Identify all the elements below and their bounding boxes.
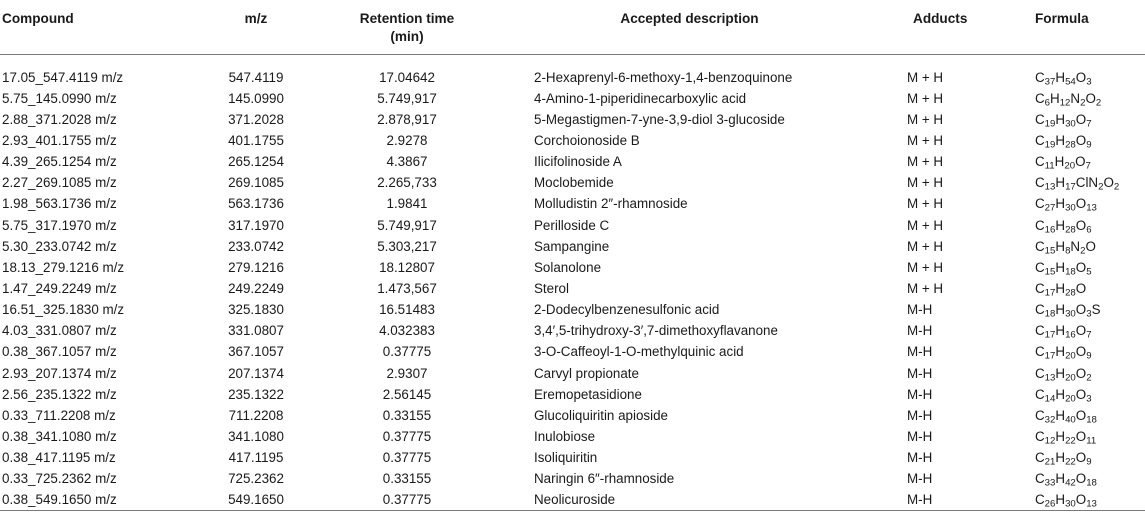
cell-mz: 145.0990 <box>228 90 284 106</box>
cell-formula: $C_{17}H_{16}O_7$ <box>1035 323 1092 341</box>
cell-retention-time: 18.12807 <box>379 259 435 275</box>
cell-description: 2-Dodecylbenzenesulfonic acid <box>534 302 720 318</box>
cell-formula: $C_{14}H_{20}O_3$ <box>1035 386 1092 405</box>
header-retention-line2: (min) <box>390 29 424 44</box>
cell-retention-time: 2.9278 <box>386 132 428 148</box>
cell-compound: 2.88_371.2028 m/z <box>2 111 117 127</box>
cell-mz: 563.1736 <box>228 196 284 212</box>
cell-mz: 279.1216 <box>228 259 284 275</box>
cell-mz: 265.1254 <box>228 154 284 170</box>
cell-compound: 2.93_401.1755 m/z <box>2 132 117 148</box>
cell-adduct: M + H <box>907 217 944 233</box>
cell-formula: $C_{19}H_{28}O_9$ <box>1035 132 1092 151</box>
table-row <box>0 426 1145 447</box>
cell-compound: 0.38_549.1650 m/z <box>0 490 200 511</box>
cell-formula: $C_{26}H_{30}O_{13}$ <box>1005 490 1145 511</box>
cell-formula: $C_{13}H_{20}O_2$ <box>1035 365 1092 384</box>
cell-description: Corchoionoside B <box>534 132 640 148</box>
cell-adduct: M-H <box>907 365 933 381</box>
cell-formula: $C_{16}H_{28}O_6$ <box>1035 217 1092 236</box>
table-row <box>0 448 1145 469</box>
cell-description: Ilicifolinoside A <box>534 154 622 170</box>
cell-adduct: M + H <box>907 111 944 127</box>
cell-description: 4-Amino-1-piperidinecarboxylic acid <box>534 90 747 106</box>
cell-formula: $C_{15}H_{18}O_5$ <box>1035 259 1092 278</box>
cell-formula: $C_{17}H_{20}O_9$ <box>1035 344 1092 363</box>
cell-retention-time: 2.56145 <box>382 386 432 402</box>
cell-retention-time: 16.51483 <box>379 302 435 318</box>
cell-adduct: M-H <box>907 450 933 466</box>
table-row <box>0 384 1145 405</box>
cell-compound: 0.33_711.2208 m/z <box>2 407 116 423</box>
cell-mz: 401.1755 <box>228 132 284 148</box>
cell-mz: 325.1830 <box>228 302 284 318</box>
cell-formula: $C_{37}H_{54}O_3$ <box>1035 69 1092 88</box>
cell-compound: 0.38_341.1080 m/z <box>2 428 117 444</box>
cell-formula: $C_{17}H_{28}O$ <box>1035 280 1087 299</box>
cell-description: Perilloside C <box>534 217 610 233</box>
cell-compound: 1.47_249.2249 m/z <box>2 280 117 296</box>
cell-description: Naringin 6″-rhamnoside <box>534 471 675 487</box>
cell-description: Eremopetasidione <box>534 386 642 402</box>
cell-compound: 0.38_367.1057 m/z <box>2 344 117 360</box>
cell-retention-time: 1.9841 <box>386 196 428 212</box>
cell-retention-time: 0.37775 <box>382 428 432 444</box>
cell-compound: 5.75_145.0990 m/z <box>2 90 117 106</box>
cell-formula: $C_{27}H_{30}O_{13}$ <box>1035 196 1097 215</box>
table-row <box>0 194 1145 215</box>
cell-description: Sterol <box>534 280 569 296</box>
cell-retention-time: 4.3867 <box>386 154 428 170</box>
cell-retention-time: 5.749,917 <box>377 217 437 233</box>
cell-adduct: M-H <box>907 302 933 318</box>
cell-description: Carvyl propionate <box>534 365 639 381</box>
table-row <box>0 109 1145 130</box>
cell-description: Inulobiose <box>534 428 596 444</box>
cell-mz: 367.1057 <box>228 344 284 360</box>
cell-formula: $C_{33}H_{42}O_{18}$ <box>1035 471 1097 489</box>
cell-adduct: M + H <box>907 69 944 85</box>
cell-description: 3-O-Caffeoyl-1-O-methylquinic acid <box>534 344 744 360</box>
cell-description: Molludistin 2″-rhamnoside <box>534 196 688 212</box>
cell-mz: 233.0742 <box>228 238 284 254</box>
cell-adduct: M-H <box>907 407 933 423</box>
cell-mz: 207.1374 <box>228 365 284 381</box>
cell-mz: 711.2208 <box>228 407 284 423</box>
cell-adduct: M-H <box>877 490 1005 511</box>
cell-adduct: M + H <box>907 132 944 148</box>
cell-mz: 341.1080 <box>228 428 284 444</box>
cell-retention-time: 4.032383 <box>379 323 435 339</box>
cell-retention-time: 0.33155 <box>382 471 432 487</box>
cell-adduct: M + H <box>907 280 944 296</box>
cell-mz: 317.1970 <box>228 217 284 233</box>
cell-adduct: M + H <box>907 175 944 191</box>
cell-description: Glucoliquiritin apioside <box>534 407 668 423</box>
cell-description: 2-Hexaprenyl-6-methoxy-1,4-benzoquinone <box>534 69 793 85</box>
header-description: Accepted description <box>502 0 877 54</box>
cell-description: 5-Megastigmen-7-yne-3,9-diol 3-glucoside <box>534 111 785 127</box>
spacer-row <box>0 54 1145 67</box>
cell-mz: 235.1322 <box>228 386 284 402</box>
cell-formula: $C_{21}H_{22}O_9$ <box>1035 450 1092 468</box>
table-row <box>0 363 1145 384</box>
cell-description: 3,4′,5-trihydroxy-3′,7-dimethoxyflavanone <box>534 323 778 339</box>
cell-compound: 0.33_725.2362 m/z <box>2 471 117 487</box>
cell-retention-time: 2.265,733 <box>377 175 437 191</box>
cell-formula: $C_6H_{12}N_2O_2$ <box>1035 90 1102 109</box>
cell-compound: 5.30_233.0742 m/z <box>2 238 117 254</box>
cell-compound: 18.13_279.1216 m/z <box>2 259 125 275</box>
table-row <box>0 152 1145 173</box>
cell-compound: 4.39_265.1254 m/z <box>2 154 117 170</box>
cell-adduct: M-H <box>907 386 933 402</box>
cell-formula: $C_{11}H_{20}O_7$ <box>1035 154 1091 172</box>
cell-formula: $C_{12}H_{22}O_{11}$ <box>1035 428 1097 447</box>
cell-formula: $C_{19}H_{30}O_7$ <box>1035 111 1092 130</box>
header-row <box>0 0 1145 54</box>
cell-retention-time: 0.37775 <box>382 344 432 360</box>
cell-adduct: M-H <box>907 428 933 444</box>
cell-retention-time: 5.749,917 <box>377 90 437 106</box>
cell-formula: $C_{18}H_{30}O_3S$ <box>1035 302 1101 320</box>
cell-retention-time: 17.04642 <box>379 69 435 85</box>
cell-retention-time: 5.303,217 <box>377 238 437 254</box>
table-body <box>0 54 1145 511</box>
cell-retention-time: 0.37775 <box>382 450 432 466</box>
cell-compound: 1.98_563.1736 m/z <box>2 196 117 212</box>
cell-retention-time: 1.473,567 <box>377 280 437 296</box>
cell-compound: 2.27_269.1085 m/z <box>2 175 117 191</box>
cell-mz: 725.2362 <box>228 471 284 487</box>
table-row <box>0 257 1145 278</box>
cell-mz: 371.2028 <box>228 111 284 127</box>
table-row <box>0 321 1145 342</box>
cell-formula: $C_{13}H_{17}ClN_2O_2$ <box>1035 175 1120 193</box>
cell-adduct: M + H <box>907 90 944 106</box>
header-formula: Formula <box>1005 0 1145 54</box>
header-retention-line1: Retention time <box>359 11 455 26</box>
table-row <box>0 490 1145 511</box>
table-row <box>0 300 1145 321</box>
cell-description: Isoliquiritin <box>534 450 598 466</box>
cell-retention-time: 2.878,917 <box>377 111 437 127</box>
cell-adduct: M-H <box>907 471 933 487</box>
table-header <box>0 0 1145 54</box>
table-row <box>0 405 1145 426</box>
cell-compound: 16.51_325.1830 m/z <box>2 302 125 318</box>
cell-adduct: M + H <box>907 154 944 170</box>
table-row <box>0 278 1145 299</box>
table-row <box>0 173 1145 194</box>
cell-mz: 549.1650 <box>200 490 312 511</box>
cell-compound: 0.38_417.1195 m/z <box>2 450 116 466</box>
cell-adduct: M-H <box>907 323 933 339</box>
cell-compound: 5.75_317.1970 m/z <box>2 217 117 233</box>
cell-adduct: M-H <box>907 344 933 360</box>
header-mz: m/z <box>200 0 312 54</box>
table-row <box>0 236 1145 257</box>
table-row <box>0 342 1145 363</box>
table-row <box>0 67 1145 88</box>
cell-description: Sampangine <box>534 238 610 254</box>
header-compound: Compound <box>0 0 200 54</box>
header-adducts: Adducts <box>877 0 1005 54</box>
cell-formula: $C_{32}H_{40}O_{18}$ <box>1035 407 1097 426</box>
cell-compound: 4.03_331.0807 m/z <box>2 323 117 339</box>
header-retention-time <box>312 0 502 54</box>
cell-adduct: M + H <box>907 196 944 212</box>
cell-description: Moclobemide <box>534 175 614 191</box>
cell-retention-time: 0.37775 <box>312 490 502 511</box>
table-row <box>0 88 1145 109</box>
cell-mz: 547.4119 <box>228 69 284 85</box>
cell-mz: 269.1085 <box>228 175 284 191</box>
table-row <box>0 215 1145 236</box>
cell-compound: 2.56_235.1322 m/z <box>2 386 117 402</box>
cell-mz: 417.1195 <box>228 450 284 466</box>
cell-compound: 17.05_547.4119 m/z <box>2 69 124 85</box>
cell-adduct: M + H <box>907 238 944 254</box>
cell-adduct: M + H <box>907 259 944 275</box>
cell-description: Solanolone <box>534 259 602 275</box>
cell-mz: 331.0807 <box>228 323 284 339</box>
cell-formula: $C_{15}H_8N_2O$ <box>1035 238 1096 257</box>
cell-mz: 249.2249 <box>228 280 284 296</box>
cell-compound: 2.93_207.1374 m/z <box>2 365 117 381</box>
table-row <box>0 130 1145 151</box>
cell-description: Neolicuroside <box>502 490 877 511</box>
cell-retention-time: 0.33155 <box>382 407 432 423</box>
cell-retention-time: 2.9307 <box>386 365 428 381</box>
table-row <box>0 469 1145 490</box>
